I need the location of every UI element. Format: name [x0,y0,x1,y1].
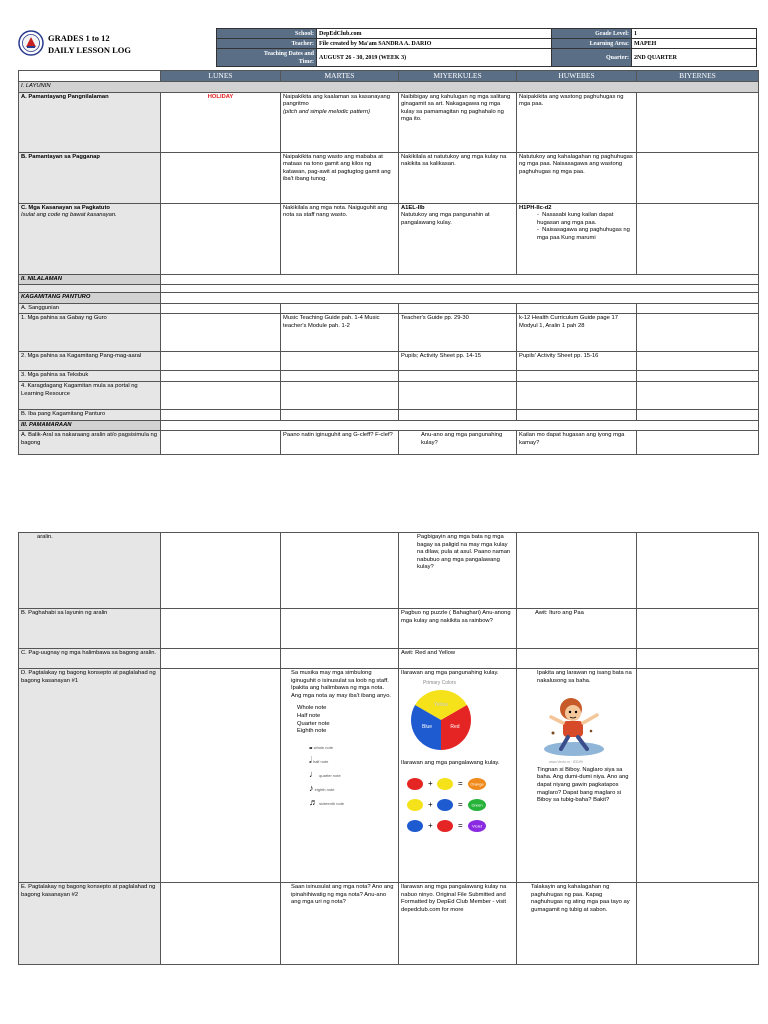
svg-text:+: + [428,799,433,809]
note-types-image: 𝅝 whole note 𝅗𝅥 half note ♩ quarter note ♪ eighth note ♬ sixteenth note [309,740,345,807]
lesson-log-page-2 [18,532,758,965]
row-pamantayan-sa-pagganap [19,152,759,203]
row-pagtalakay-2 [19,883,759,965]
lesson-plan-table-continued [18,532,759,965]
primary-colors-title: Primary Colors [423,679,457,686]
cell-martes: Naipakikita ang kaalaman sa kasanayang pangritmo (pitch and simple melodic pattern) [281,92,399,152]
cell-miyerkules: Naibibigay ang kahulugan ng mga salitang ginagamit sa art. Nakagagawa ng mga kulay sa pamamagitan ng paghahalo ng mga ito. [399,92,517,152]
quarter-value: 2ND QUARTER [632,49,757,67]
row-label: B. Pamantayan sa Pagganap [19,152,161,203]
secondary-colors-mixing [401,774,501,836]
lesson-plan-table [18,70,759,455]
cell-martes: Sa musika may mga simbulong iginuguhit o isinusulat sa loob ng staff. Ipakita ang halimbawa ng mga nota. Ang mga nota ay may iba't ibang anyo. Whole note Half note Quarter note Eighth note 𝅝 whole note 𝅗𝅥 half note ♩ quarter note ♪ eighth note ♬ sixteenth note [281,669,399,883]
row-label: E. Pagtalakay ng bagong konsepto at paglalahad ng bagong kasanayan #2 [19,883,161,965]
row-label: 1. Mga pahina sa Gabay ng Guro [19,314,161,352]
row-label: 2. Mga pahina sa Kagamitang Pang-mag-aaral [19,352,161,371]
cell-miyerkules: Ilarawan ang mga pangunahing kulay. Primary Colors Yellow Blue Red Ilarawan ang mga pangalawang kulay. + = Orange + = Green + = Violet [399,669,517,883]
row-sanggunian: A. Sanggunian [19,303,161,314]
quarter-label: Quarter: [552,49,632,67]
row-teksbuk: 3. Mga pahina sa Teksbuk [19,371,759,382]
wheel-label-red: Red [450,724,460,731]
grade-level-label: Grade Level: [552,29,632,39]
section-pamamaraan: III. PAMAMARAAN [19,420,161,431]
row-gabay-ng-guro [19,314,759,352]
svg-text:=: = [458,820,463,830]
row-label: aralin. [19,533,161,609]
teaching-dates-value: AUGUST 26 - 30, 2019 (WEEK 3) [317,49,552,67]
title-daily-lesson-log: DAILY LESSON LOG [48,45,131,55]
holiday-text: HOLIDAY [161,92,281,152]
cell-miyerkules: Ilarawan ang mga pangalawang kulay na nabuo ninyo. Original File Submitted and Formatted by DepEd Club Member - visit depedclub.com for more [399,883,517,965]
cell-huwebes: Natutukoy ang kahalagahan ng paghuhugas ng mga paa. Naisasagawa ang wastong paghuhugas ng mga paa. [517,152,637,203]
row-pagtalakay-1 [19,669,759,883]
wheel-label-yellow: Yellow [433,702,449,709]
cell-huwebes: Naipakikita ang wastong paghuhugas ng mga paa. [517,92,637,152]
school-label: School: [217,29,317,39]
row-label: C. Pag-uugnay ng mga halimbawa sa bagong aralin. [19,649,161,669]
primary-color-wheel [409,688,473,752]
row-kagamitang-pang-mag-aaral [19,352,759,371]
wheel-label-blue: Blue [421,724,433,731]
row-label: B. Paghahabi sa layunin ng aralin [19,609,161,649]
day-lunes: LUNES [161,71,281,82]
header-info-table [216,28,757,67]
row-mga-kasanayan [19,203,759,274]
section-layunin: I. LAYUNIN [19,82,759,93]
row-label: D. Pagtalakay ng bagong konsepto at paglalahad ng bagong kasanayan #1 [19,669,161,883]
day-huwebes: HUWEBES [517,71,637,82]
row-label: A. Pamantayang Pangnilalaman [19,92,161,152]
log-title [48,32,131,56]
row-pag-uugnay [19,649,759,669]
image-caption: www.Vecto.rs · 83199 [549,760,583,765]
day-header-row [19,71,759,82]
lesson-log-header [18,28,758,70]
day-biyernes: BIYERNES [637,71,759,82]
cell-miyerkules: Pagbuo ng puzzle ( Bahaghari) Anu-anong mga kulay ang nakikita sa rainbow? [399,609,517,649]
title-grades: GRADES 1 to 12 [48,33,110,43]
learning-area-label: Learning Area: [552,39,632,49]
cell-huwebes: Talakayin ang kahalagahan ng paghuhugas ng paa. Kapag naghuhugas ng ating mga paa tayo ay gumagamit ng tubig at sabon. [517,883,637,965]
cell-miyerkules: Pagbigayin ang mga bata ng mga bagay sa paligid na may mga kulay na dilaw, pula at asul. Paano naman nabubuo ang mga pangalawang kulay? [399,533,517,609]
day-martes: MARTES [281,71,399,82]
row-iba-pang-kagamitan: B. Iba pang Kagamitang Panturo [19,409,759,420]
row-nilalaman: II. NILALAMAN [19,274,759,285]
grade-level-value: 1 [632,29,757,39]
note-half: Half note [297,712,321,719]
cell-martes: Music Teaching Guide pah. 1-4 Music teacher's Module pah. 1-2 [281,314,399,352]
cell-martes: Saan isinusulat ang mga nota? Ano ang ipinahihiwatig ng mga nota? Anu-ano ang mga uri ng nota? [281,883,399,965]
deped-seal-icon [18,30,44,56]
teacher-value: File created by Ma'am SANDRA A. DARIO [317,39,552,49]
cell-huwebes: k-12 Health Curriculum Guide page 17 Modyul 1, Aralin 1 pah 28 [517,314,637,352]
cell-huwebes: Awit: Ituro ang Paa [517,609,637,649]
lesson-log-page-1 [18,28,758,455]
cell-miyerkules: Teacher's Guide pp. 29-30 [399,314,517,352]
child-in-flood-image [541,693,607,759]
learning-area-value: MAPEH [632,39,757,49]
row-pamantayang-pangnilalaman [19,92,759,152]
svg-text:=: = [458,778,463,788]
row-learning-resource: 4. Karagdagang Kagamitan mula sa portal ng Learning Resource [19,381,759,409]
cell-huwebes: Ipakita ang larawan ng isang bata na nakalusong sa baha. www.Vecto.rs · 83199 Tingnan si Biboy. Naglaro siya sa baha. Ang dumi-dumi niya. Ano ang dapat niyang gawin pagkatapos maglaro? Dapat bang maglaro si Biboy sa tubig-baha? Bakit? [517,669,637,883]
mix-label-green: Green [471,802,483,808]
cell-huwebes: H1PH-IIc-d2 - Nasasabi kung kailan dapat hugasan ang mga paa. - Naisasagawa ang paghuhugas ng mga paa Kung marumi [517,203,637,274]
note-whole: Whole note [297,705,327,712]
row-aralin-cont [19,533,759,609]
section-kagamitang-panturo: KAGAMITANG PANTURO [19,293,161,304]
svg-text:+: + [428,778,433,788]
cell-miyerkules: Pupils; Activity Sheet pp. 14-15 [399,352,517,371]
cell-martes: Paano natin iginuguhit ang G-cleff? F-clef? [281,431,399,455]
cell-huwebes: Pupils' Activity Sheet pp. 15-16 [517,352,637,371]
school-value: DepEdClub.com [317,29,552,39]
row-label: C. Mga Kasanayan sa Pagkatuto Isulat ang code ng bawat kasanayan. [19,203,161,274]
cell-miyerkules: A1EL-IIb Natutukoy ang mga pangunahin at pangalawang kulay. [399,203,517,274]
day-miyerkules: MIYERKULES [399,71,517,82]
cell-huwebes: Kailan mo dapat hugasan ang iyong mga kamay? [517,431,637,455]
cell-martes: Naipakikita nang wasto ang mababa at mataas na tono gamit ang kilos ng katawan, pag-awit at pagtugtog gamit ang iba't ibang tunog. [281,152,399,203]
teacher-label: Teacher: [217,39,317,49]
note-quarter: Quarter note [297,720,330,727]
row-label: A. Balik-Aral sa nakaraang aralin at/o pagsisimula ng bagong [19,431,161,455]
mix-label-violet: Violet [472,823,482,829]
row-balik-aral [19,431,759,455]
svg-text:+: + [428,820,433,830]
svg-text:=: = [458,799,463,809]
mix-label-orange: Orange [470,781,484,787]
row-paghahabi [19,609,759,649]
cell-miyerkules: Nakikilala at natutukoy ang mga kulay na nakikita sa kalikasan. [399,152,517,203]
cell-miyerkules: Anu-ano ang mga pangunahing kulay? [399,431,517,455]
teaching-dates-label: Teaching Dates and Time: [217,49,317,67]
cell-miyerkules: Awit: Red and Yellow [399,649,517,669]
note-eighth: Eighth note [297,728,327,735]
cell-martes: Nakikilala ang mga nota. Naiguguhit ang nota sa staff nang wasto. [281,203,399,274]
